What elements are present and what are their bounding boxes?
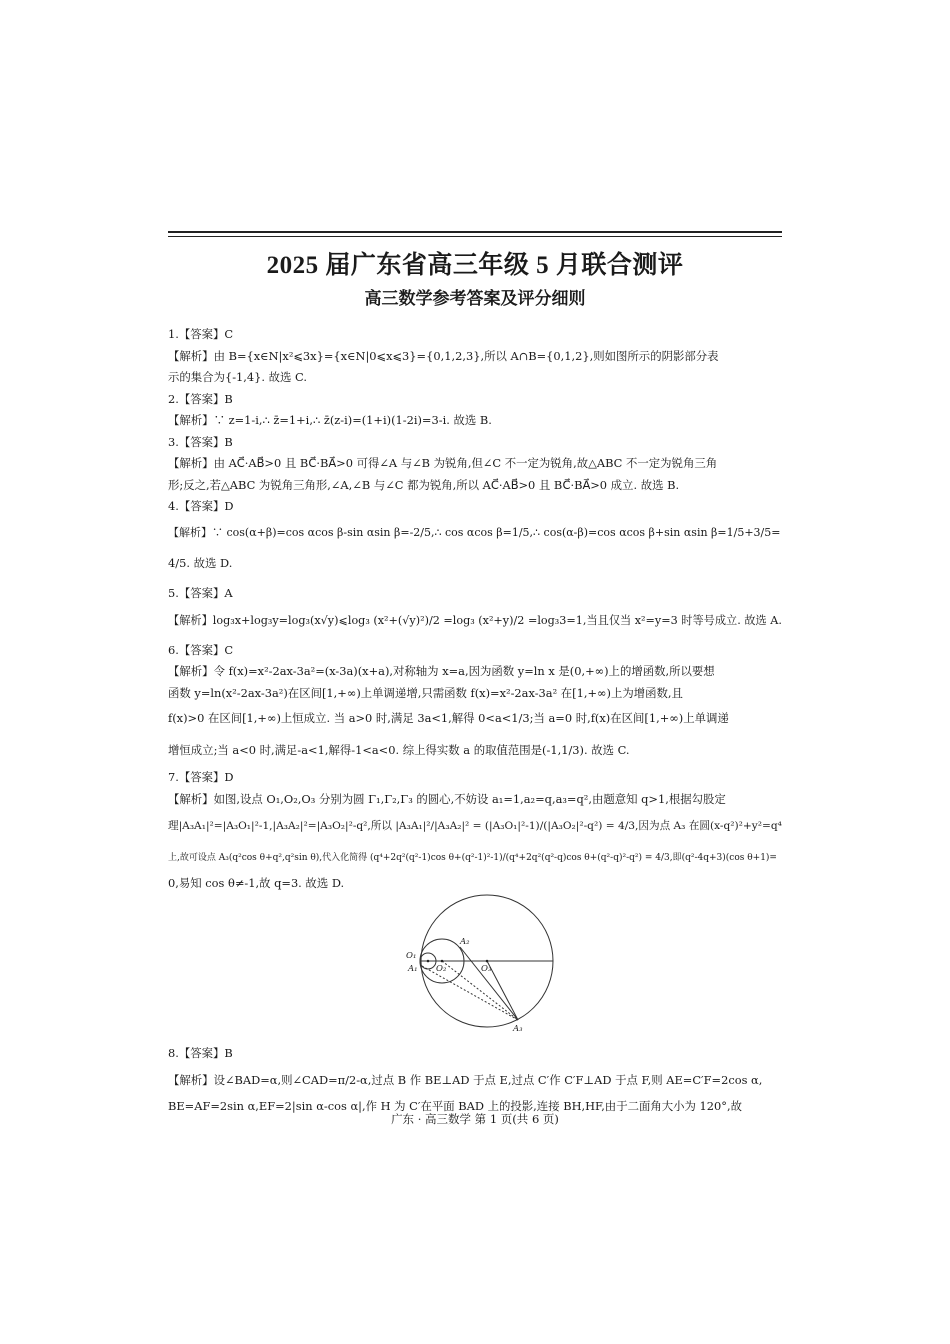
explanation-line: 增恒成立;当 a<0 时,满足-a<1,解得-1<a<0. 综上得实数 a 的取值范围是(-1,1/3). 故选 C. [168, 742, 630, 757]
explanation-line: 上,故可设点 A₃(q²cos θ+q²,q²sin θ),代入化简得 (q⁴+2q²(q²-1)cos θ+(q²-1)²-1)/(q⁴+2q²(q²-q)cos θ+(q²-q)²-q²) = 4/3,即(q²-4q+3)(cos θ+1)= [168, 852, 777, 863]
question-6 [168, 640, 782, 762]
question-7 [168, 767, 782, 895]
question-8 [168, 1043, 782, 1118]
answer-label: 3.【答案】B [168, 434, 233, 449]
explanation-line: 函数 y=ln(x²-2ax-3a²)在区间[1,+∞)上单调递增,只需函数 f(x)=x²-2ax-3a² 在[1,+∞)上为增函数,且 [168, 685, 683, 700]
answer-label: 5.【答案】A [168, 585, 233, 600]
explanation-line: 【解析】由 AC⃗·AB⃗>0 且 BC⃗·BA⃗>0 可得∠A 与∠B 为锐角,但∠C 不一定为锐角,故△ABC 不一定为锐角三角 [168, 456, 718, 470]
answer-label: 4.【答案】D [168, 499, 234, 513]
explanation-line: 【解析】由 B={x∈N|x²⩽3x}={x∈N|0⩽x⩽3}={0,1,2,3},所以 A∩B={0,1,2},则如图所示的阴影部分表 [168, 348, 719, 363]
explanation-line: 4/5. 故选 D. [168, 556, 233, 570]
point-o2 [441, 960, 444, 963]
page-subtitle: 高三数学参考答案及评分细则 [364, 289, 586, 309]
label-o3: O₃ [481, 964, 492, 974]
page-title: 2025 届广东省高三年级 5 月联合测评 [266, 252, 684, 279]
radius-line [442, 961, 518, 1020]
question-3 [168, 432, 782, 497]
label-a1: A₁ [408, 964, 418, 974]
label-a2: A₂ [460, 937, 470, 947]
label-o2: O₂ [436, 964, 447, 974]
answer-label: 8.【答案】B [168, 1045, 233, 1060]
answer-label: 6.【答案】C [168, 642, 234, 657]
top-rule [168, 231, 782, 233]
answer-label: 1.【答案】C [168, 327, 234, 341]
explanation-line: 形;反之,若△ABC 为锐角三角形,∠A,∠B 与∠C 都为锐角,所以 AC⃗·AB⃗>0 且 BC⃗·BA⃗>0 成立. 故选 B. [168, 477, 680, 492]
explanation-line: f(x)>0 在区间[1,+∞)上恒成立. 当 a>0 时,满足 3a<1,解得 0<a<1/3;当 a=0 时,f(x)在区间[1,+∞)上单调递 [168, 711, 729, 725]
explanation-line: 【解析】∵ cos(α+β)=cos αcos β-sin αsin β=-2/5,∴ cos αcos β=1/5,∴ cos(α-β)=cos αcos β+sin αsin β=1/5+3/5= [168, 525, 781, 539]
explanation-line: 理|A₃A₁|²=|A₃O₁|²-1,|A₃A₂|²=|A₃O₂|²-q²,所以 |A₃A₁|²/|A₃A₂|² = (|A₃O₁|²-1)/(|A₃O₂|²-q²) = 4/3,因为点 A₃ 在圆(x-q²)²+y²=q⁴ [168, 820, 782, 832]
label-o1: O₁ [406, 951, 417, 961]
page-footer: 广东 · 高三数学 第 1 页(共 6 页) [391, 1112, 559, 1126]
question-5 [168, 583, 782, 632]
question-4 [168, 496, 782, 575]
point-o1 [427, 960, 430, 963]
explanation-line: 【解析】令 f(x)=x²-2ax-3a²=(x-3a)(x+a),对称轴为 x=a,因为函数 y=ln x 是(0,+∞)上的增函数,所以要想 [168, 664, 715, 678]
explanation-line: 【解析】∵ z=1-i,∴ z̄=1+i,∴ z̄(z-i)=(1+i)(1-2i)=3-i. 故选 B. [168, 413, 492, 427]
label-a3: A₃ [513, 1024, 523, 1034]
explanation-line: 【解析】设∠BAD=α,则∠CAD=π/2-α,过点 B 作 BE⊥AD 于点 E,过点 C′作 C′F⊥AD 于点 F,则 AE=C′F=2cos α, [168, 1073, 763, 1087]
answer-label: 7.【答案】D [168, 770, 234, 784]
circles-diagram [400, 893, 570, 1035]
explanation-line: 0,易知 cos θ≠-1,故 q=3. 故选 D. [168, 876, 345, 890]
question-2 [168, 389, 782, 432]
explanation-line: 示的集合为{-1,4}. 故选 C. [168, 370, 307, 384]
point-o3 [486, 960, 489, 963]
explanation-line: 【解析】log₃x+log₃y=log₃(x√y)⩽log₃ (x²+(√y)²)/2 =log₃ (x²+y)/2 =log₃3=1,当且仅当 x²=y=3 时等号成立. 故选 A. [168, 614, 782, 627]
answer-label: 2.【答案】B [168, 391, 233, 406]
tangent-line [460, 947, 518, 1020]
explanation-line: 【解析】如图,设点 O₁,O₂,O₃ 分别为圆 Γ₁,Γ₂,Γ₃ 的圆心,不妨设 a₁=1,a₂=q,a₃=q²,由题意知 q>1,根据勾股定 [168, 791, 726, 806]
question-1 [168, 324, 782, 389]
explanation-line: BE=AF=2sin α,EF=2|sin α-cos α|,作 H 为 C′在平面 BAD 上的投影,连接 BH,HF,由于二面角大小为 120°,故 [168, 1098, 743, 1113]
top-rule-thin [168, 236, 782, 237]
